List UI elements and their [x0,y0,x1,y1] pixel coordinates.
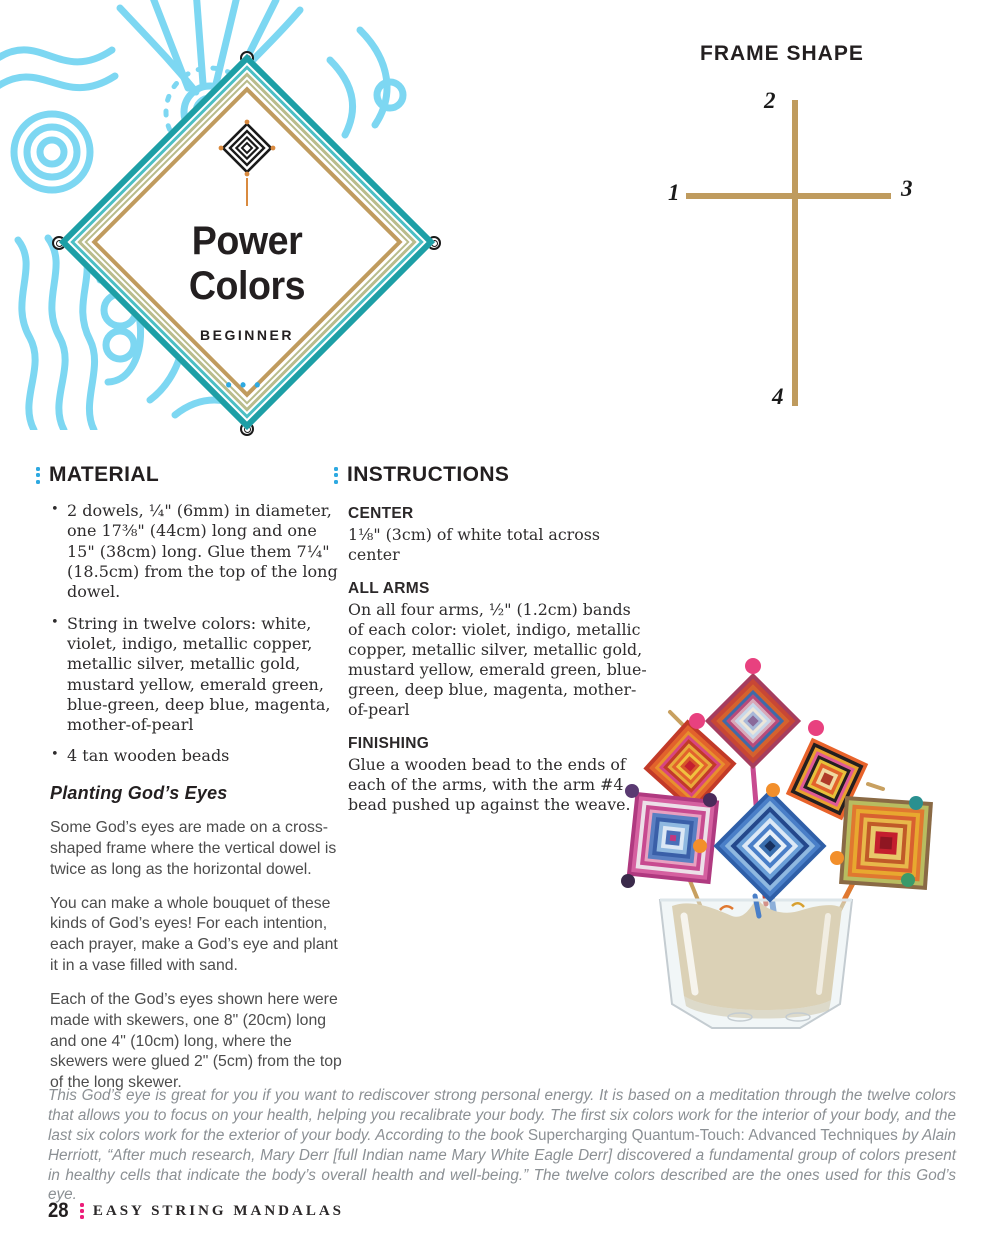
gods-eye-right [839,796,933,890]
footnote-paragraph [48,1086,956,1205]
footnote-text: This God’s eye is great for you if you want to rediscover strong personal energy. It is based on a meditation through the twelve colors that allows you to focus on your health, helping you recalibrate your body. The first six colors work for the interior of your body, and the last six colors work for the exterior of your body. According to the book [48,1087,956,1144]
step-text-finishing: Glue a wooden bead to the ends of each of the arms, with the arm #4 bead pushed up against the weave. [348,755,631,815]
page-number: 28 [48,1199,69,1222]
frame-arm-label-4: 4 [772,384,784,409]
step-label-all-arms: ALL ARMS [348,580,430,598]
badge-title: Power Colors [188,219,306,308]
frame-cross-vertical-dowel [792,100,798,406]
planting-paragraph: Each of the God’s eyes shown here were made with skewers, one 8" (20cm) long and one 4" (10cm) long, where the skewers were glued 2" (5cm) from the top of the long skewer. [50,990,342,1092]
frame-arm-label-1: 1 [668,180,680,205]
page-footer [48,1199,344,1223]
material-item: • 2 dowels, ¼" (6mm) in diameter, one 17⅜" (44cm) long and one 15" (38cm) long. Glue them 7¼" (18.5cm) from the top of the long dowel. [50,501,342,603]
material-section-heading [36,463,159,487]
bouquet-photo [600,648,1000,1068]
step-text-center: 1⅛" (3cm) of white total across center [348,525,600,565]
frame-cross-horizontal-dowel [686,193,891,199]
blue-colon-icon [36,467,40,484]
badge-level: BEGINNER [200,327,294,343]
material-heading: MATERIAL [49,463,160,486]
gods-eye-ornament-icon [218,118,276,210]
planting-paragraphs [50,818,342,1107]
planting-paragraph: Some God’s eyes are made on a cross-shaped frame where the vertical dowel is twice as long as the horizontal dowel. [50,819,337,878]
footnote-text: by Alain Herriott, “After much research, Mary Derr [full Indian name Mary White Eagle Derr] discovered a fundamental group of colors present in healthy cells that indicate the body’s overall health and well-being.” The twelve colors described are the ones used for this God’s eye. [48,1126,957,1204]
instructions-section-heading [334,463,509,487]
badge-dots: ••• [225,375,269,395]
glass-vase [660,896,852,1028]
material-list [50,501,342,778]
instructions-heading: INSTRUCTIONS [347,463,510,486]
pink-colon-icon [80,1203,84,1219]
frame-arm-label-3: 3 [901,176,913,201]
step-label-finishing: FINISHING [348,735,430,753]
gods-eye-left [627,792,719,884]
step-label-center: CENTER [348,505,414,522]
material-item: • 4 tan wooden beads [50,746,342,766]
title-badge-content [127,118,367,396]
blue-colon-icon [334,467,338,484]
step-text-all-arms: On all four arms, ½" (1.2cm) bands of each color: violet, indigo, metallic copper, metallic silver, metallic gold, mustard yellow, emerald green, blue-green, deep blue, magenta, mother-of-pearl [348,600,647,720]
planting-subheading: Planting God’s Eyes [50,783,228,803]
footnote-book-title: Supercharging Quantum-Touch: Advanced Techniques [527,1126,898,1144]
frame-shape-title: FRAME SHAPE [700,42,864,65]
planting-paragraph: You can make a whole bouquet of these kinds of God’s eyes! For each intention, each prayer, make a God’s eye and plant it in a vase filled with sand. [50,894,338,975]
frame-arm-label-2: 2 [764,88,776,113]
footer-book-title: EASY STRING MANDALAS [92,1202,344,1219]
gods-eye-center [713,789,826,902]
material-item: • String in twelve colors: white, violet, indigo, metallic copper, metallic silver, metallic gold, mustard yellow, emerald green, blue-green, deep blue, magenta, mother-of-pearl [50,614,342,736]
